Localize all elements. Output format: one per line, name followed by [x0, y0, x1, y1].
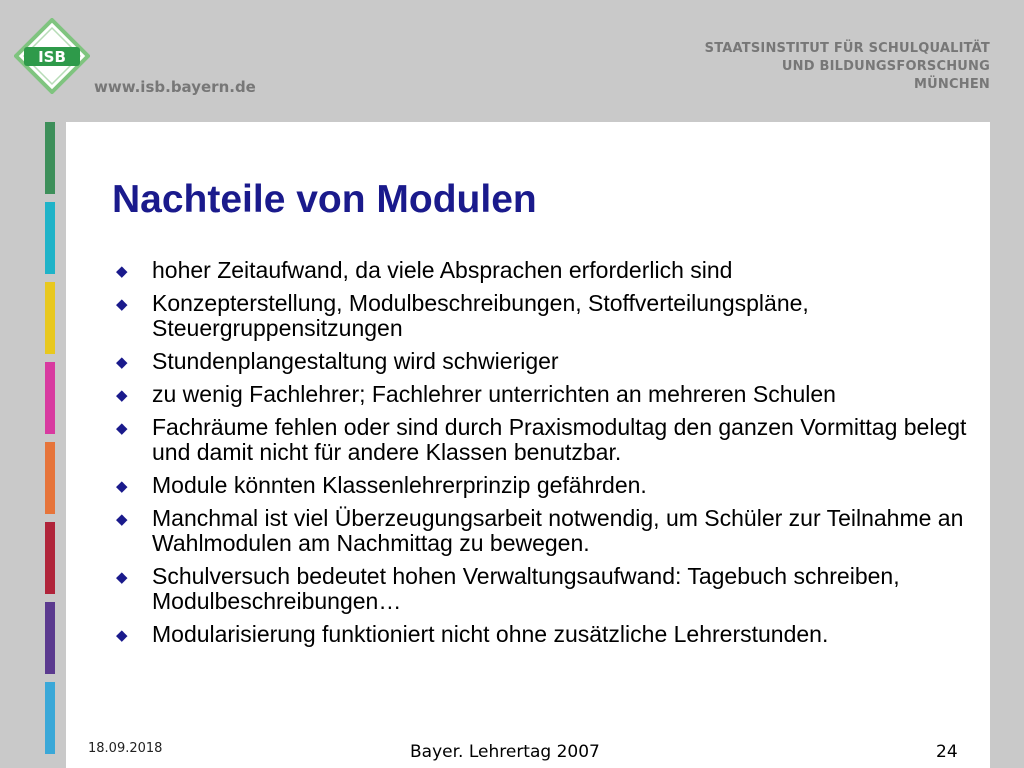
footer-date: 18.09.2018	[88, 741, 163, 756]
bullet-item: ◆ Modularisierung funktioniert nicht ohne zusätzliche Lehrerstunden.	[116, 622, 986, 647]
bullet-list	[116, 258, 986, 655]
color-bar	[45, 282, 55, 354]
logo-url: www.isb.bayern.de	[94, 78, 256, 96]
bullet-item: ◆ Fachräume fehlen oder sind durch Praxismodultag den ganzen Vormittag belegt und damit nicht für andere Klassen benutzbar.	[116, 415, 986, 465]
bullet-item: ◆ zu wenig Fachlehrer; Fachlehrer unterrichten an mehreren Schulen	[116, 382, 986, 407]
color-bar-strip	[45, 122, 57, 762]
color-bar	[45, 362, 55, 434]
institute-name	[705, 40, 990, 94]
color-bar	[45, 122, 55, 194]
page-number: 24	[936, 742, 958, 762]
bullet-item: ◆ Manchmal ist viel Überzeugungsarbeit notwendig, um Schüler zur Teilnahme an Wahlmodulen am Nachmittag zu bewegen.	[116, 506, 986, 556]
color-bar	[45, 202, 55, 274]
slide-title: Nachteile von Modulen	[112, 178, 537, 221]
institute-line: UND BILDUNGSFORSCHUNG	[781, 59, 990, 74]
color-bar	[45, 442, 55, 514]
bullet-item: ◆ Schulversuch bedeutet hohen Verwaltungsaufwand: Tagebuch schreiben, Modulbeschreibungen…	[116, 564, 986, 614]
bullet-item: ◆ Stundenplangestaltung wird schwieriger	[116, 349, 986, 374]
institute-line: MÜNCHEN	[914, 77, 990, 92]
color-bar	[45, 602, 55, 674]
bullet-item: ◆ hoher Zeitaufwand, da viele Absprachen erforderlich sind	[116, 258, 986, 283]
institute-line: STAATSINSTITUT FÜR SCHULQUALITÄT	[704, 41, 990, 56]
color-bar	[45, 522, 55, 594]
logo-text: ISB	[38, 48, 66, 66]
isb-logo	[14, 18, 90, 94]
bullet-item: ◆ Module könnten Klassenlehrerprinzip gefährden.	[116, 473, 986, 498]
color-bar	[45, 682, 55, 754]
footer-event: Bayer. Lehrertag 2007	[410, 742, 600, 762]
bullet-item: ◆ Konzepterstellung, Modulbeschreibungen, Stoffverteilungspläne, Steuergruppensitzungen	[116, 291, 986, 341]
